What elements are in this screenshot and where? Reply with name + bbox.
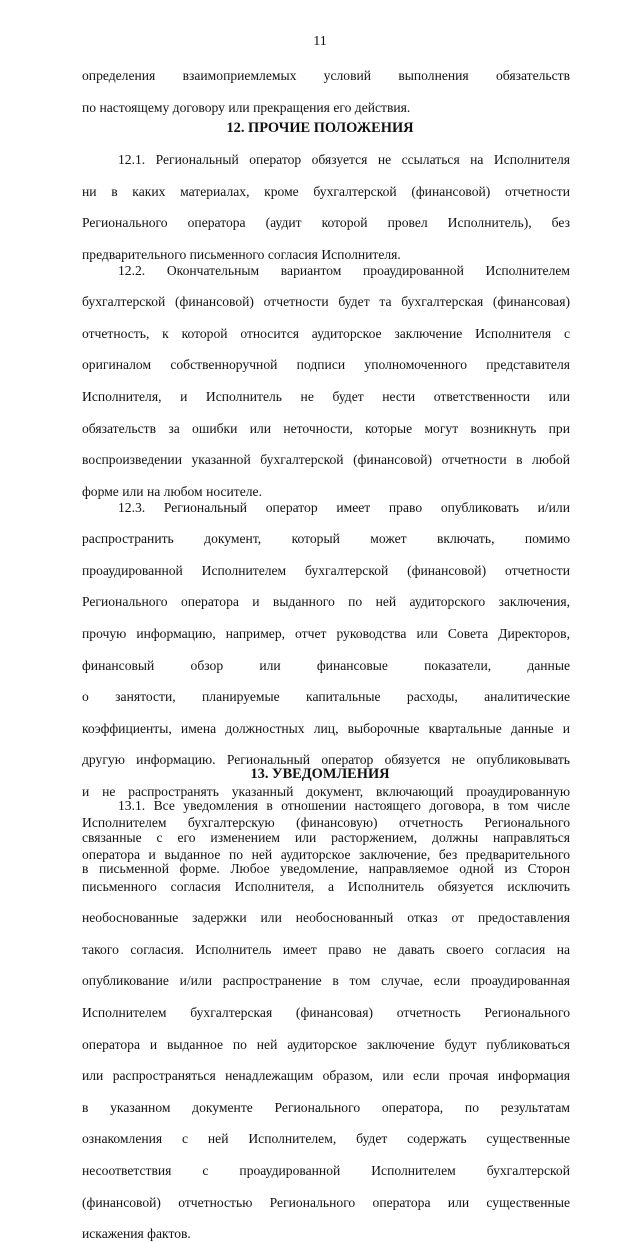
text-line: о занятости, планируемые капитальные расходы, аналитические	[82, 689, 570, 705]
page-number: 11	[313, 34, 327, 49]
text-line: распространить документ, который может включать, помимо	[82, 531, 570, 547]
paragraph-12-2	[82, 263, 570, 500]
text-line: прочую информацию, например, отчет руководства или Совета Директоров,	[82, 625, 570, 641]
text-line: бухгалтерской (финансовой) отчетности будет та бухгалтерская (финансовая)	[82, 294, 570, 310]
text-line: отчетность, к которой относится аудиторское заключение Исполнителя с	[82, 325, 570, 341]
text-line: воспроизведении указанной бухгалтерской (финансовой) отчетности в любой	[82, 452, 570, 468]
text-line: обязательств за ошибки или неточности, которые могут возникнуть при	[82, 420, 570, 436]
text-line: такого согласия. Исполнитель имеет право не давать своего согласия на	[82, 941, 570, 957]
text-line: связанные с его изменением или расторжением, должны направляться	[82, 829, 570, 845]
text-line: ни в каких материалах, кроме бухгалтерской (финансовой) отчетности	[82, 183, 570, 199]
text-line: финансовый обзор или финансовые показатели, данные	[82, 657, 570, 673]
text-line: в указанном документе Регионального оператора, по результатам	[82, 1099, 570, 1115]
intro-paragraph	[82, 68, 570, 115]
text-line: 12.1. Региональный оператор обязуется не ссылаться на Исполнителя	[118, 152, 570, 167]
text-line: Исполнителем бухгалтерская (финансовая) отчетность Регионального	[82, 1005, 570, 1021]
text-line: и не распространять указанный документ, включающий проаудированную	[82, 783, 570, 799]
text-line: оператора и выданное по ней аудиторское заключение будут публиковаться	[82, 1036, 570, 1052]
section-13-body	[82, 798, 570, 893]
section-13-heading: 13. УВЕДОМЛЕНИЯ	[250, 766, 390, 782]
text-line: (финансовой) отчетностью Регионального оператора или существенные	[82, 1194, 570, 1210]
text-line: несоответствия с проаудированной Исполнителем бухгалтерской	[82, 1163, 570, 1178]
text-line: оригиналом собственноручной подписи уполномоченного представителя	[82, 357, 570, 373]
text-line: предварительного письменного согласия Исполнителя.	[82, 246, 401, 262]
section-12-heading: 12. ПРОЧИЕ ПОЛОЖЕНИЯ	[226, 120, 414, 136]
text-line: 12.3. Региональный оператор имеет право опубликовать и/или	[118, 499, 570, 515]
text-line: коэффициенты, имена должностных лиц, выборочные квартальные данные и	[82, 720, 570, 736]
text-line: 12.2. Окончательным вариантом проаудированной Исполнителем	[118, 262, 570, 278]
text-line: проаудированной Исполнителем бухгалтерской (финансовой) отчетности	[82, 562, 570, 578]
text-line: определения взаимоприемлемых условий выполнения обязательств	[82, 68, 570, 83]
paragraph-13-1	[82, 798, 570, 893]
text-line: другую информацию. Региональный оператор обязуется не опубликовывать	[82, 752, 570, 768]
text-line: ознакомления с ней Исполнителем, будет содержать существенные	[82, 1131, 570, 1147]
text-line: или распространяться ненадлежащим образом, или если прочая информация	[82, 1068, 570, 1084]
text-line: Регионального оператора (аудит которой провел Исполнитель), без	[82, 215, 570, 231]
text-line: искажения фактов.	[82, 1226, 191, 1242]
text-line: опубликование и/или распространение в том случае, если проаудированная	[82, 973, 570, 989]
text-line: оператора и выданное по ней аудиторское заключение, без предварительного	[82, 847, 570, 863]
section-12-body	[82, 152, 570, 1242]
text-line: письменного согласия Исполнителя, а Исполнитель обязуется исключить	[82, 878, 570, 894]
paragraph-12-1	[82, 152, 570, 263]
text-line: форме или на любом носителе.	[82, 483, 262, 499]
text-line: Исполнителя, и Исполнитель не будет нести ответственности или	[82, 388, 570, 404]
text-line: 13.1. Все уведомления в отношении настоящего договора, в том числе	[118, 798, 570, 813]
text-line: Регионального оператора и выданного по ней аудиторского заключения,	[82, 594, 570, 610]
text-line: Исполнителем бухгалтерскую (финансовую) отчетность Регионального	[82, 815, 570, 831]
text-line: в письменной форме. Любое уведомление, направляемое одной из Сторон	[82, 861, 570, 877]
text-line: по настоящему договору или прекращения его действия.	[82, 99, 411, 115]
text-line: необоснованные задержки или необоснованный отказ от предоставления	[82, 910, 570, 926]
